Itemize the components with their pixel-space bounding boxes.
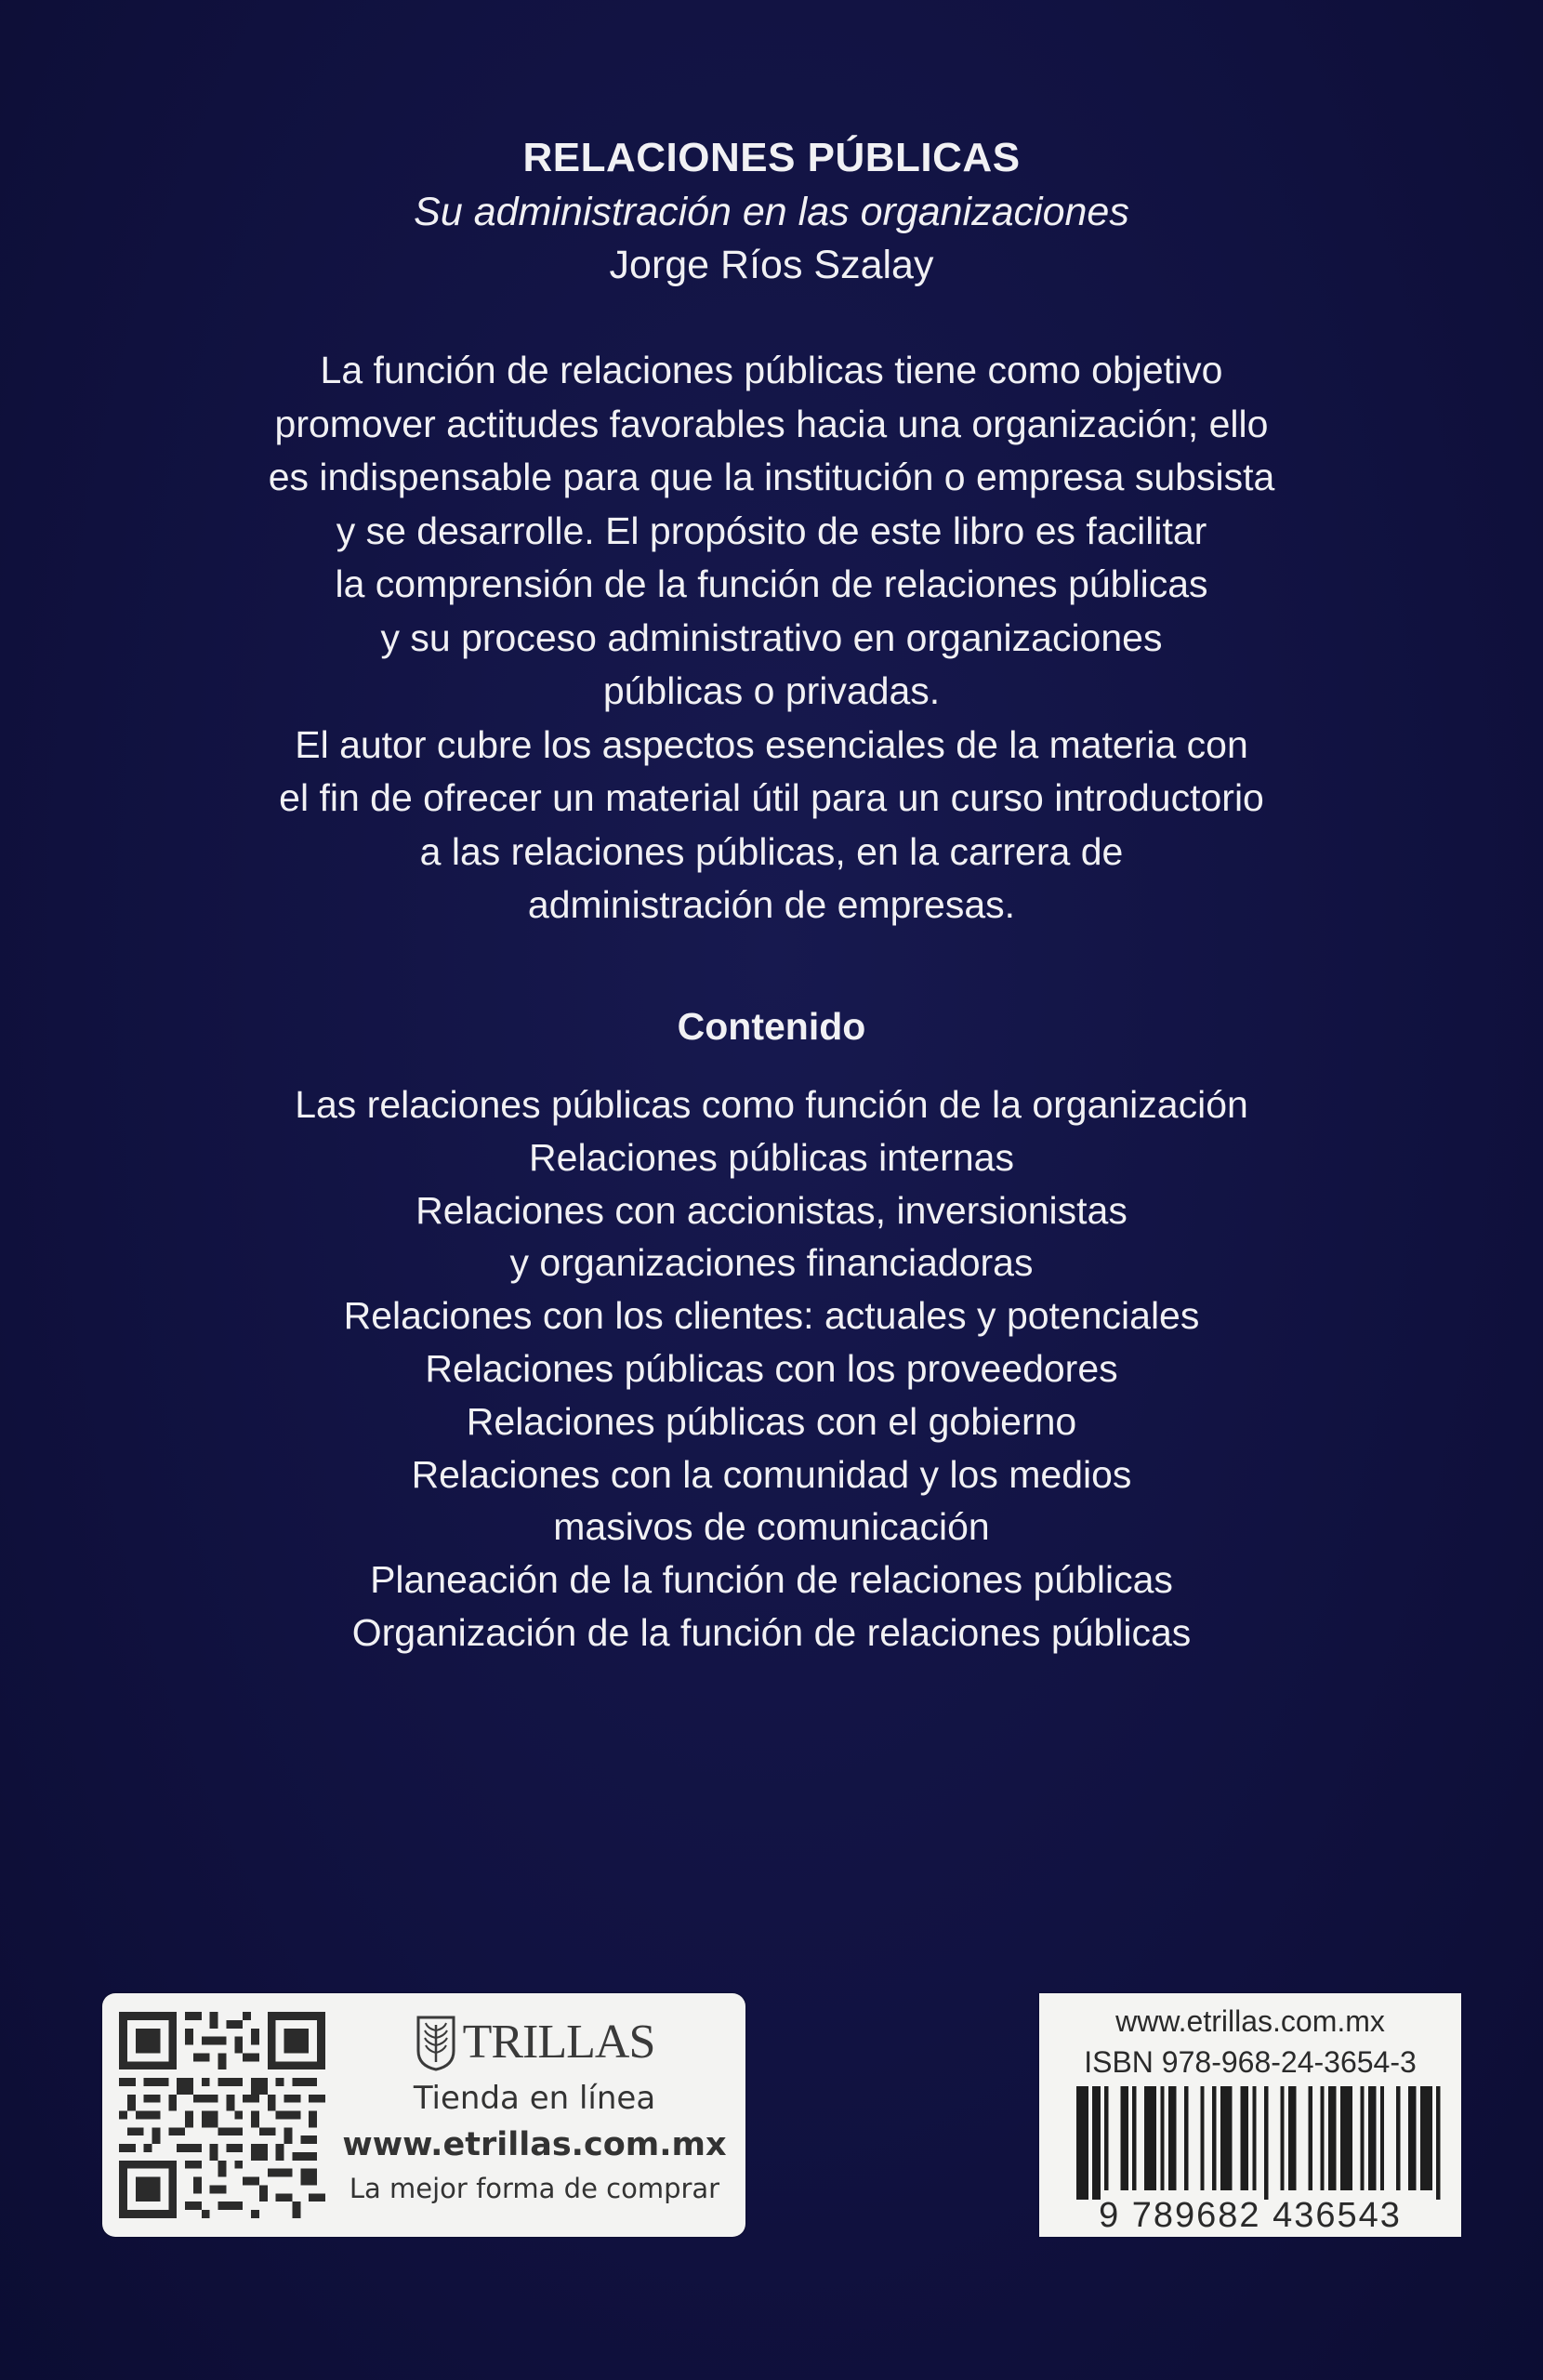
barcode-bar bbox=[1320, 2086, 1324, 2190]
barcode-bar bbox=[1240, 2086, 1248, 2190]
contents-item: Relaciones con la comunidad y los medios bbox=[411, 1452, 1132, 1496]
contents-item: Relaciones públicas internas bbox=[529, 1135, 1014, 1179]
description-line: a las relaciones públicas, en la carrera de bbox=[419, 829, 1124, 873]
barcode-digits: 9 789682 436543 bbox=[1099, 2196, 1402, 2235]
brand-name: TRILLAS bbox=[462, 2016, 655, 2069]
barcode-bar bbox=[1144, 2086, 1156, 2190]
barcode-bar bbox=[1340, 2086, 1352, 2190]
store-label bbox=[102, 1993, 745, 2237]
store-slogan: La mejor forma de comprar bbox=[349, 2173, 720, 2204]
barcode-bar bbox=[1160, 2086, 1164, 2190]
barcode-bar bbox=[1328, 2086, 1337, 2190]
wheat-logo-icon bbox=[415, 2014, 457, 2071]
barcode-bar bbox=[1104, 2086, 1108, 2190]
barcode-bar bbox=[1184, 2086, 1188, 2190]
barcode-bar bbox=[1212, 2086, 1216, 2190]
barcode-bar bbox=[1220, 2086, 1233, 2190]
book-subtitle: Su administración en las organizaciones bbox=[414, 190, 1129, 234]
title-block bbox=[0, 130, 1543, 292]
description-line: administración de empresas. bbox=[527, 883, 1016, 926]
barcode-bar bbox=[1132, 2086, 1136, 2190]
barcode-bar bbox=[1380, 2086, 1384, 2190]
barcode-bar bbox=[1408, 2086, 1417, 2190]
contents-item: masivos de comunicación bbox=[553, 1505, 990, 1549]
store-text bbox=[335, 2010, 734, 2209]
store-line: Tienda en línea bbox=[413, 2080, 656, 2117]
brand-row bbox=[335, 2010, 734, 2075]
barcode-bar bbox=[1200, 2086, 1204, 2190]
barcode-bar bbox=[1168, 2086, 1177, 2190]
description-line: públicas o privadas. bbox=[602, 669, 941, 712]
store-url-link[interactable]: www.etrillas.com.mx bbox=[342, 2126, 727, 2163]
barcode-bar bbox=[1436, 2086, 1440, 2200]
description-line: es indispensable para que la institución o empresa subsista bbox=[268, 456, 1275, 498]
description-line: y se desarrolle. El propósito de este libro es facilitar bbox=[336, 509, 1207, 552]
book-description bbox=[0, 344, 1543, 932]
description-line: el fin de ofrecer un material útil para un curso introductorio bbox=[279, 776, 1264, 819]
barcode-bar bbox=[1368, 2086, 1377, 2190]
description-line: El autor cubre los aspectos esenciales de la materia con bbox=[295, 722, 1248, 766]
contents-heading: Contenido bbox=[677, 1005, 866, 1048]
contents-item: Planeación de la función de relaciones públicas bbox=[370, 1558, 1173, 1602]
book-author: Jorge Ríos Szalay bbox=[609, 243, 934, 287]
barcode-bar bbox=[1252, 2086, 1256, 2190]
barcode-bar bbox=[1420, 2086, 1432, 2190]
book-title: RELACIONES PÚBLICAS bbox=[522, 135, 1021, 180]
description-line: y su proceso administrativo en organizaciones bbox=[380, 615, 1163, 659]
contents-item: Relaciones públicas con el gobierno bbox=[466, 1399, 1077, 1443]
barcode-bar bbox=[1264, 2086, 1268, 2200]
isbn-label bbox=[1039, 1993, 1461, 2237]
description-line: La función de relaciones públicas tiene como objetivo bbox=[320, 349, 1223, 391]
barcode-bar bbox=[1280, 2086, 1284, 2190]
contents-item: y organizaciones financiadoras bbox=[509, 1241, 1034, 1285]
barcode-bar bbox=[1288, 2086, 1297, 2190]
contents-list bbox=[0, 1078, 1543, 1659]
contents-item: Las relaciones públicas como función de la organización bbox=[295, 1083, 1248, 1126]
description-line: promover actitudes favorables hacia una organización; ello bbox=[274, 402, 1269, 445]
barcode-bar bbox=[1360, 2086, 1364, 2190]
contents-item: Organización de la función de relaciones públicas bbox=[351, 1610, 1192, 1654]
barcode-bar bbox=[1092, 2086, 1101, 2200]
publisher-website: www.etrillas.com.mx bbox=[1115, 2004, 1385, 2038]
contents-item: Relaciones con los clientes: actuales y potenciales bbox=[343, 1294, 1200, 1338]
qr-code-icon[interactable] bbox=[119, 2012, 325, 2218]
barcode-bar bbox=[1396, 2086, 1400, 2190]
barcode-icon bbox=[1076, 2086, 1448, 2200]
barcode-bar bbox=[1076, 2086, 1088, 2200]
barcode-bar bbox=[1120, 2086, 1128, 2190]
description-line: la comprensión de la función de relaciones públicas bbox=[335, 562, 1208, 605]
contents-item: Relaciones públicas con los proveedores bbox=[425, 1346, 1118, 1390]
isbn-number: ISBN 978-968-24-3654-3 bbox=[1084, 2045, 1417, 2079]
contents-item: Relaciones con accionistas, inversionistas bbox=[415, 1188, 1128, 1232]
barcode-bar bbox=[1308, 2086, 1312, 2190]
